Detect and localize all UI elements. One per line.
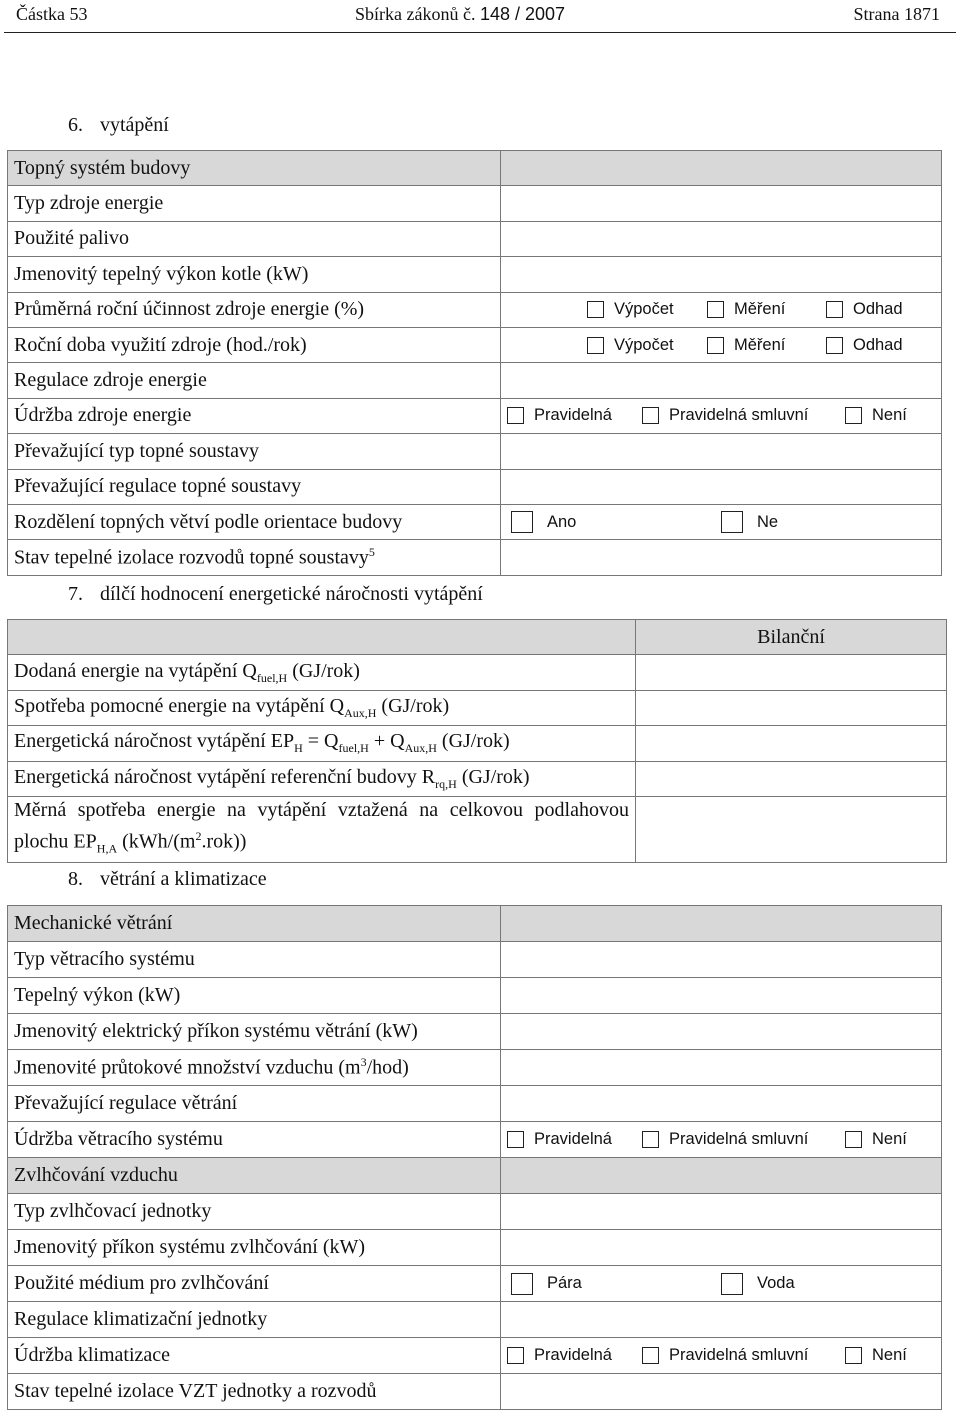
table-row (8, 363, 942, 398)
checkbox-icon[interactable] (826, 337, 843, 354)
row-label: Dodaná energie na vytápění $Q_{fuel,H}$ (GJ/rok) (8, 655, 636, 690)
checkbox-icon[interactable] (642, 1131, 659, 1148)
row-label: Použité médium pro zvlhčování (8, 1266, 501, 1302)
row-label: Energetická náročnost vytápění $EP_H = Q_{fuel,H} + Q_{Aux,H}$ (GJ/rok) (8, 726, 636, 761)
table-row (8, 655, 947, 690)
row-label: Údržba zdroje energie (8, 398, 501, 433)
table-row (8, 1158, 942, 1194)
section-8-heading: 8. větrání a klimatizace (68, 868, 267, 890)
table-row (8, 1230, 942, 1266)
row-label: Regulace zdroje energie (8, 363, 501, 398)
table-row (8, 690, 947, 725)
checkbox-icon[interactable] (845, 1347, 862, 1364)
table-row (8, 1338, 942, 1374)
checkbox-icon[interactable] (845, 1131, 862, 1148)
option-neni[interactable]: Není (845, 406, 907, 425)
row-label: Použité palivo (8, 221, 501, 256)
row-label: Energetická náročnost vytápění referenční budovy $R_{rq,H}$ (GJ/rok) (8, 761, 636, 796)
value-cell[interactable] (501, 469, 942, 504)
section-6-heading: 6. vytápění (68, 114, 169, 136)
value-cell[interactable] (501, 1014, 942, 1050)
header-rule (4, 32, 956, 33)
row-label: Převažující regulace topné soustavy (8, 469, 501, 504)
row-label: Průměrná roční účinnost zdroje energie (%) (8, 292, 501, 327)
table-row (8, 434, 942, 469)
table-row (8, 221, 942, 256)
collection-prefix: Sbírka zákonů č. (355, 4, 480, 24)
value-cell[interactable] (501, 257, 942, 292)
row-label: Mechanické větrání (8, 906, 501, 942)
row-label: Jmenovitý tepelný výkon kotle (kW) (8, 257, 501, 292)
table-row (8, 978, 942, 1014)
option-pravidelna-smluvni[interactable]: Pravidelná smluvní (642, 1346, 845, 1365)
value-cell[interactable] (501, 363, 942, 398)
table-row (8, 540, 942, 575)
row-label: Jmenovité průtokové množství vzduchu $(m^3/hod)$ (8, 1050, 501, 1086)
table-row (8, 796, 947, 862)
option-voda[interactable]: Voda (721, 1273, 795, 1295)
checkbox-icon[interactable] (507, 1131, 524, 1148)
row-label: Stav tepelné izolace rozvodů topné soustavy$^5$ (8, 540, 501, 575)
section-7-heading: 7. dílčí hodnocení energetické náročnosti vytápění (68, 583, 483, 605)
row-label: Roční doba využití zdroje (hod./rok) (8, 327, 501, 362)
value-cell[interactable] (501, 540, 942, 575)
option-pravidelna[interactable]: Pravidelná (507, 1130, 642, 1149)
gazette-part: Částka 53 (16, 4, 88, 24)
option-neni[interactable]: Není (845, 1130, 907, 1149)
ventilation-table (7, 905, 942, 1410)
table-row (8, 726, 947, 761)
option-para[interactable]: Pára (511, 1273, 721, 1295)
table-row (8, 1086, 942, 1122)
value-cell[interactable] (636, 796, 947, 862)
row-label: Převažující regulace větrání (8, 1086, 501, 1122)
value-cell[interactable] (501, 434, 942, 469)
heating-assessment-table (7, 619, 947, 863)
table-row (8, 469, 942, 504)
row-label: Topný systém budovy (8, 151, 501, 186)
row-label: Typ zdroje energie (8, 186, 501, 221)
table-row (8, 398, 942, 433)
checkbox-icon[interactable] (507, 1347, 524, 1364)
row-label: Jmenovitý příkon systému zvlhčování (kW) (8, 1230, 501, 1266)
checkbox-icon[interactable] (511, 1273, 533, 1295)
footnote-marker: 5 (368, 545, 375, 560)
value-cell[interactable] (501, 221, 942, 256)
option-pravidelna[interactable]: Pravidelná (507, 406, 642, 425)
option-neni[interactable]: Není (845, 1346, 907, 1365)
value-cell[interactable] (636, 726, 947, 761)
checkbox-icon[interactable] (507, 407, 524, 424)
checkbox-icon[interactable] (587, 301, 604, 318)
checkbox-icon[interactable] (721, 511, 743, 533)
table-row (8, 1194, 942, 1230)
table-row (8, 1122, 942, 1158)
checkbox-icon[interactable] (826, 301, 843, 318)
checkbox-icon[interactable] (511, 511, 533, 533)
value-cell[interactable] (501, 942, 942, 978)
table-row (8, 1014, 942, 1050)
row-label: Údržba klimatizace (8, 1338, 501, 1374)
option-pravidelna[interactable]: Pravidelná (507, 1346, 642, 1365)
table-row (8, 1302, 942, 1338)
table-row (8, 1266, 942, 1302)
row-label: Typ zvlhčovací jednotky (8, 1194, 501, 1230)
row-label: Stav tepelné izolace VZT jednotky a rozvodů (8, 1374, 501, 1410)
checkbox-icon[interactable] (721, 1273, 743, 1295)
value-cell[interactable] (501, 1086, 942, 1122)
checkbox-icon[interactable] (642, 407, 659, 424)
row-label: Jmenovitý elektrický příkon systému větrání (kW) (8, 1014, 501, 1050)
row-label: Regulace klimatizační jednotky (8, 1302, 501, 1338)
checkbox-icon[interactable] (642, 1347, 659, 1364)
table-row (8, 906, 942, 942)
table-row (8, 257, 942, 292)
table-row (8, 1374, 942, 1410)
row-label: Měrná spotřeba energie na vytápění vztažená na celkovou podlahovou plochu $EP_{H,A}$ $(kWh/(m^2.rok))$ (8, 796, 636, 862)
row-label: Údržba větracího systému (8, 1122, 501, 1158)
option-ano[interactable]: Ano (511, 511, 721, 533)
option-pravidelna-smluvni[interactable]: Pravidelná smluvní (642, 1130, 845, 1149)
option-pravidelna-smluvni[interactable]: Pravidelná smluvní (642, 406, 845, 425)
table-row (8, 327, 942, 362)
checkbox-icon[interactable] (587, 337, 604, 354)
checkbox-icon[interactable] (707, 337, 724, 354)
table-row (8, 761, 947, 796)
value-cell[interactable] (636, 655, 947, 690)
row-label: Převažující typ topné soustavy (8, 434, 501, 469)
value-cell[interactable] (501, 1230, 942, 1266)
table-row (8, 620, 947, 655)
checkbox-icon[interactable] (707, 301, 724, 318)
checkbox-icon[interactable] (845, 407, 862, 424)
value-cell[interactable] (501, 1374, 942, 1410)
value-cell[interactable] (501, 1302, 942, 1338)
value-cell[interactable] (501, 186, 942, 221)
collection-year: / 2007 (510, 4, 566, 24)
option-vypocet[interactable]: Výpočet (587, 300, 707, 319)
column-header-bilancni: Bilanční (636, 620, 947, 655)
value-cell[interactable] (636, 761, 947, 796)
row-label: Spotřeba pomocné energie na vytápění $Q_{Aux,H}$ (GJ/rok) (8, 690, 636, 725)
option-mereni[interactable]: Měření (707, 300, 826, 319)
table-row (8, 1050, 942, 1086)
row-label: Rozdělení topných větví podle orientace budovy (8, 504, 501, 539)
value-cell[interactable] (501, 1194, 942, 1230)
table-row (8, 151, 942, 186)
gazette-collection (355, 4, 565, 25)
value-cell[interactable] (501, 1050, 942, 1086)
table-row (8, 186, 942, 221)
table-row (8, 504, 942, 539)
row-label: Tepelný výkon (kW) (8, 978, 501, 1014)
option-vypocet[interactable]: Výpočet (587, 336, 707, 355)
option-ne[interactable]: Ne (721, 511, 778, 533)
option-odhad[interactable]: Odhad (826, 300, 903, 319)
row-label: Zvlhčování vzduchu (8, 1158, 501, 1194)
value-cell[interactable] (501, 978, 942, 1014)
table-row (8, 292, 942, 327)
option-odhad[interactable]: Odhad (826, 336, 903, 355)
table-row (8, 942, 942, 978)
option-mereni[interactable]: Měření (707, 336, 826, 355)
row-label: Typ větracího systému (8, 942, 501, 978)
value-cell[interactable] (636, 690, 947, 725)
heating-table (7, 150, 942, 576)
collection-number: 148 (479, 4, 511, 24)
page-number: Strana 1871 (853, 4, 940, 24)
